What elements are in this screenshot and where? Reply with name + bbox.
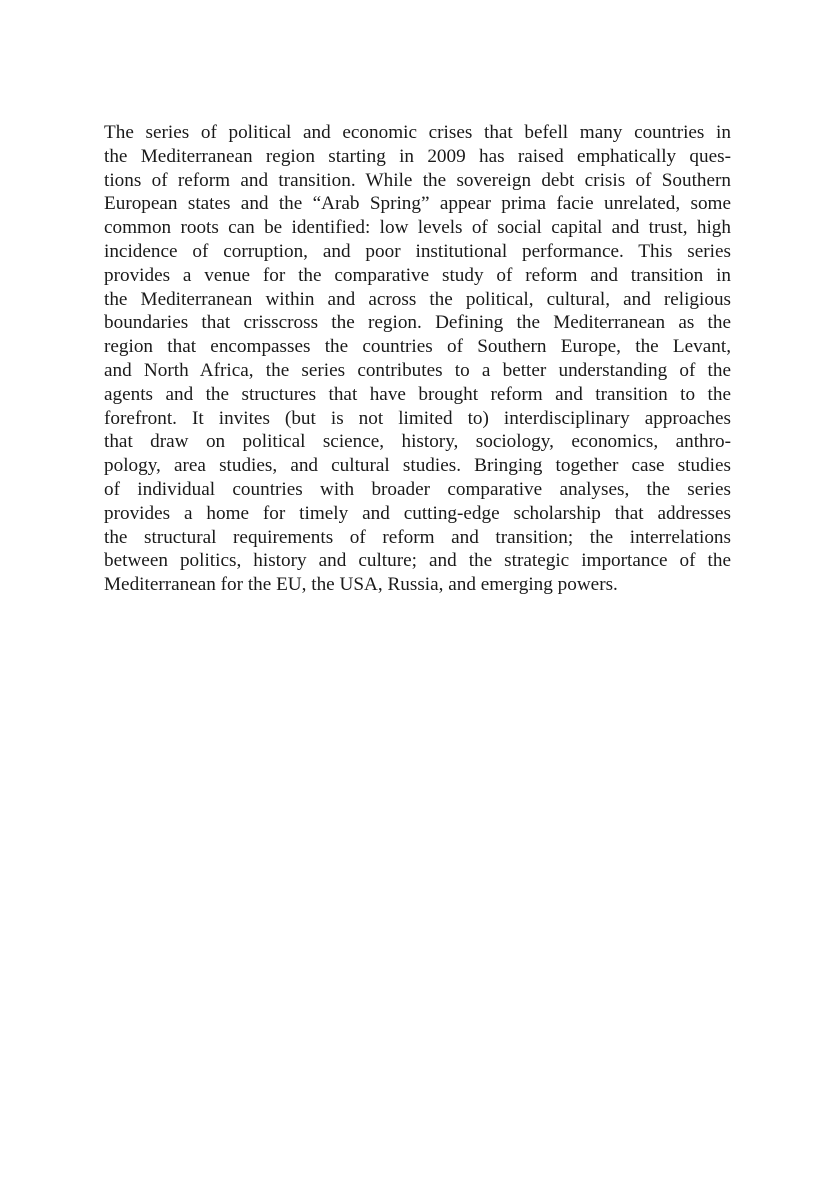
paragraph-line: common roots can be identified: low levels of social capital and trust, high [104, 217, 731, 239]
paragraph-line: pology, area studies, and cultural studies. Bringing together case studies [104, 455, 731, 477]
paragraph-line: tions of reform and transition. While the sovereign debt crisis of Southern [104, 169, 731, 191]
paragraph-line: forefront. It invites (but is not limited to) interdisciplinary approaches [104, 407, 731, 429]
paragraph-line: provides a venue for the comparative study of reform and transition in [104, 264, 731, 286]
paragraph-line: the Mediterranean region starting in 2009 has raised emphatically ques- [104, 145, 731, 167]
series-description-paragraph [104, 121, 731, 597]
paragraph-line: The series of political and economic crises that befell many countries in [104, 122, 731, 143]
paragraph-line: that draw on political science, history, sociology, economics, anthro- [104, 431, 731, 453]
paragraph-line: Mediterranean for the EU, the USA, Russia, and emerging powers. [104, 574, 618, 596]
paragraph-line: boundaries that crisscross the region. Defining the Mediterranean as the [104, 312, 731, 334]
paragraph-line: incidence of corruption, and poor institutional performance. This series [104, 240, 731, 262]
paragraph-line: provides a home for timely and cutting-edge scholarship that addresses [104, 502, 731, 524]
paragraph-line: between politics, history and culture; and the strategic importance of the [104, 550, 731, 572]
paragraph-line: and North Africa, the series contributes to a better understanding of the [104, 359, 731, 381]
paragraph-line: the structural requirements of reform and transition; the interrelations [104, 526, 731, 548]
paragraph-line: the Mediterranean within and across the political, cultural, and religious [104, 288, 731, 310]
paragraph-line: region that encompasses the countries of Southern Europe, the Levant, [104, 336, 731, 358]
paragraph-line: agents and the structures that have brought reform and transition to the [104, 383, 731, 405]
paragraph-line: European states and the “Arab Spring” appear prima facie unrelated, some [104, 193, 731, 215]
paragraph-line: of individual countries with broader comparative analyses, the series [104, 478, 731, 500]
